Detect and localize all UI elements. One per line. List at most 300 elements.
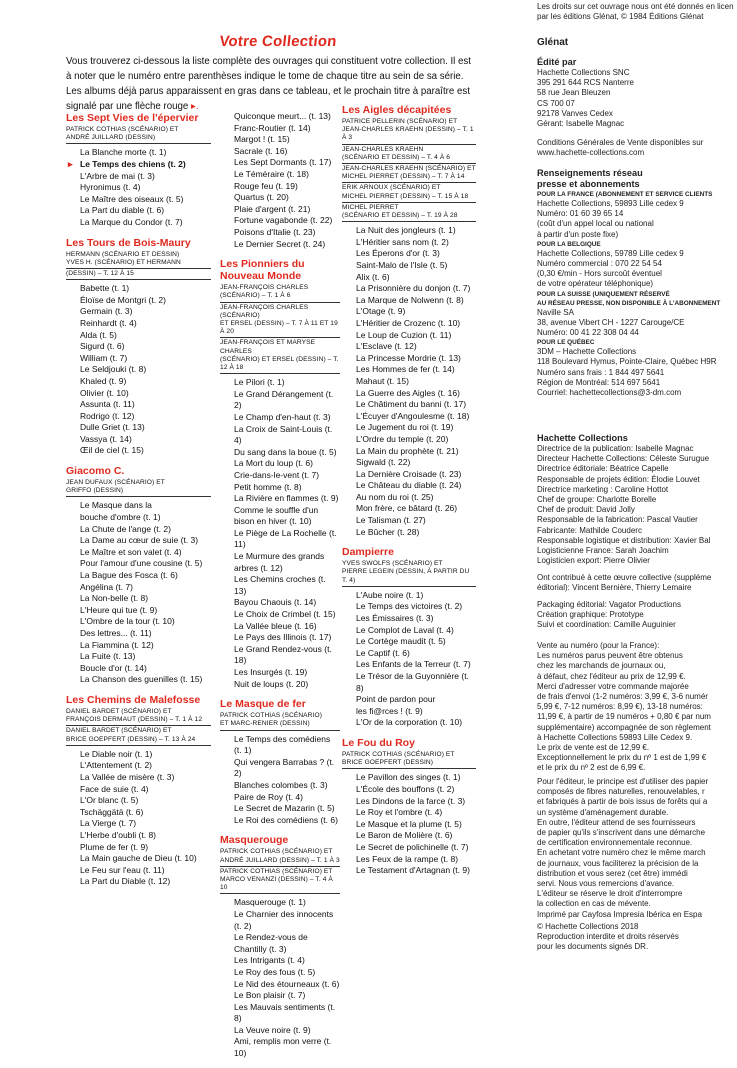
publisher-line: Gérant: Isabelle Magnac [537,119,625,129]
album-item: L'Héritier de Crozenc (t. 10) [356,317,461,328]
series-title: Masquerouge [220,834,289,847]
series-authors [220,712,340,730]
album-item: Au nom du roi (t. 25) [356,491,434,502]
copyright-line: Reproduction interdite et droits réservés [537,932,679,942]
series-section [220,111,340,250]
album-item: Germain (t. 3) [80,306,133,317]
album-item: Les Hommes de fer (t. 14) [356,364,455,375]
album-item: Olivier (t. 10) [80,387,129,398]
sales-line: Exceptionnellement le prix du nº 1 est de 1,99 € [537,753,707,763]
series-title: Le Masque de fer [220,698,306,711]
author-line: MARCO VENANZI (DESSIN) – T. 4 À 10 [220,875,333,892]
album-item: L'Esclave (t. 12) [356,341,417,352]
sales-line: à défaut, chez l'éditeur au prix de 12,99 €. [537,671,686,681]
album-item: Les Enfants de la Terreur (t. 7) [356,659,471,670]
album-item: La Part du Diable (t. 12) [80,876,171,887]
album-item: La Part du diable (t. 6) [80,205,165,216]
sales-line: Vente au numéro (pour la France): [537,641,660,650]
album-item: Le Seldjouki (t. 8) [80,364,147,375]
paper-line: de papier qu'ils s'inscrivent dans une démarche [537,828,706,838]
series-authors [66,126,211,144]
album-item: L'Or de la corporation (t. 10) [356,717,463,728]
album-item: Des lettres... (t. 11) [80,628,152,639]
copyright-line: pour les documents signés DR. [537,942,649,952]
publisher-line: CS 700 07 [537,98,575,108]
album-item: Le Maître des oiseaux (t. 5) [80,193,184,204]
author-line: ANDRÉ JUILLARD (DESSIN) – T. 1 À 3 [220,856,340,864]
series-authors [66,251,211,269]
rights-line: par les éditions Glénat, © 1984 Éditions Glénat [537,12,704,22]
series-authors [342,751,476,769]
hachette-block [537,433,737,566]
series-title: Les Chemins de Malefosse [66,693,201,706]
france-lines [537,199,737,240]
author-line: PATRICE PELLERIN (SCÉNARIO) ET [342,118,458,125]
album-item: La Bague des Fosca (t. 6) [80,570,178,581]
album-item: Reinhardt (t. 4) [80,317,137,328]
series-title: Les Sept Vies de l'épervier [66,112,199,124]
author-line: (SCÉNARIO) – T. 1 À 6 [220,292,291,300]
album-list [80,749,211,888]
album-item: Babette (t. 1) [80,283,130,294]
album-item: Quiconque meurt... (t. 13) [234,111,331,121]
album-item: Petit homme (t. 8) [234,481,302,492]
album-item: Quartus (t. 20) [234,192,289,203]
author-line: MICHEL PIERRET [342,203,399,211]
paper-line: Pour l'éditeur, le principe est d'utiliser des papier [537,777,709,786]
suisse-caption: AU RÉSEAU PRESSE, NON DISPONIBLE À L'ABONNEMENT [537,299,721,307]
album-item: Hyronimus (t. 4) [80,182,141,193]
album-item: Le Loup de Cuzion (t. 11) [356,329,452,340]
series-title: Le Fou du Roy [342,737,415,749]
album-item: Les Mauvais sentiments (t. 8) [234,1001,336,1024]
album-item: Blanches colombes (t. 3) [234,779,328,790]
album-item: La Fuite (t. 13) [80,651,136,662]
paper-line: de certification environnementale reconnue. [537,838,693,848]
album-item: Mahaut (t. 15) [356,375,409,386]
album-item: Éloïse de Montgri (t. 2) [80,294,166,305]
staff-line: Logisticienne France: Sarah Joachim [537,546,669,556]
album-item: Sacrale (t. 16) [234,145,288,156]
packaging-block [537,600,737,631]
copyright-line: © Hachette Collections 2018 [537,922,639,931]
album-item: Le Dernier Secret (t. 24) [234,238,326,249]
album-item: Comme le souffle d'un [234,504,319,515]
album-item: Angélina (t. 7) [80,581,133,592]
album-item: Dulle Griet (t. 13) [80,422,145,433]
album-item: La Fiammina (t. 12) [80,639,154,650]
album-item: Les Émissaires (t. 3) [356,613,434,624]
album-item: Le Grand Dérangement (t. 2) [234,388,334,411]
album-item: L'Heure qui tue (t. 9) [80,604,158,615]
quebec-line: Courriel: hachettecollections@3-dm.com [537,388,682,398]
paper-block [537,777,737,920]
album-list [356,772,476,876]
contrib-line: Ont contribué à cette œuvre collective (suppléme [537,573,712,582]
publisher-line: Hachette Collections SNC [537,68,630,77]
album-item: Plaie d'argent (t. 21) [234,203,311,214]
album-item: Khaled (t. 9) [80,375,127,386]
quebec-line: Numéro sans frais : 1 844 497 5641 [537,367,665,377]
network-heading: Renseignements réseau [537,168,643,178]
publisher-block [537,57,737,129]
album-item: L'Otage (t. 9) [356,306,406,317]
album-item: Plume de fer (t. 9) [80,841,149,852]
publisher-line: 92178 Vanves Cedex [537,108,613,118]
album-item: Le Testament d'Artagnan (t. 9) [356,865,470,876]
packaging-line: Suivi et coordination: Camille Auguinier [537,620,676,630]
sales-line: à Hachette Collections 59893 Lille Cedex 9. [537,732,693,742]
next-album-item: ▸ Le Temps des chiens (t. 2) [80,159,211,171]
album-item: L'Ordre du temple (t. 20) [356,433,449,444]
album-list [234,111,340,250]
album-item: Le Châtiment du banni (t. 17) [356,399,467,410]
album-item: La Veuve noire (t. 9) [234,1024,311,1035]
author-line: YVES H. (SCÉNARIO) ET HERMANN [66,258,181,266]
album-item: Les Dindons de la farce (t. 3) [356,795,466,806]
album-item: Le Secret de Mazarin (t. 5) [234,803,335,814]
album-item: La Vallée de misère (t. 3) [80,771,175,782]
album-item: La Rivière en flammes (t. 9) [234,493,339,504]
album-item: La Prisonnière du donjon (t. 7) [356,283,471,294]
column-2 [220,108,340,1068]
series-authors [342,560,476,587]
sales-line: et le prix du nº 2 est de 6,99 €. [537,763,646,773]
sales-line: Merci d'adresser votre commande majorée [537,681,689,691]
album-item: Point de pardon pour [356,694,436,705]
album-item: La Vierge (t. 7) [80,818,137,829]
staff-line: Directrice marketing : Caroline Hottot [537,484,669,494]
series-section [342,104,476,538]
staff-line: Responsable de projets édition: Élodie Louvet [537,474,700,484]
copyright-block [537,922,737,953]
album-item: Rodrigo (t. 12) [80,410,135,421]
album-item: Les Sept Dormants (t. 17) [234,157,332,168]
album-item: Margot ! (t. 15) [234,134,290,145]
album-item: Les Feux de la rampe (t. 8) [356,853,459,864]
staff-line: Chef de groupe: Charlotte Borelle [537,495,657,505]
author-line: PIERRE LEGEIN (DESSIN, À PARTIR DU T. 4) [342,568,470,584]
album-item: Le Choix de Crimbel (t. 15) [234,609,336,620]
album-item: Du sang dans la boue (t. 5) [234,446,337,457]
album-item: La Dernière Croisade (t. 23) [356,468,462,479]
album-item: L'Attentement (t. 2) [80,760,153,771]
album-item: Boucle d'or (t. 14) [80,662,147,673]
album-list [234,734,340,827]
paper-line: En outre, l'éditeur attend de ses fournisseurs [537,817,696,827]
album-item: Le Captif (t. 6) [356,647,410,658]
album-item: La Guerre des Aigles (t. 16) [356,387,460,398]
sales-line: supplémentaire) accompagnée de son règlement [537,722,711,732]
album-item: L'Or blanc (t. 5) [80,795,139,806]
album-item: Le Roy et l'ombre (t. 4) [356,807,443,818]
album-item: Le Nid des étourneaux (t. 6) [234,978,340,989]
publisher-line: 58 rue Jean Bleuzen [537,88,611,98]
album-item: Le Pilori (t. 1) [234,377,285,388]
series-authors [220,848,340,866]
series-section [342,737,476,877]
album-list [234,897,340,1059]
contrib-block [537,573,737,593]
paper-line: la collection en cas de mévente. [537,899,651,909]
album-item: La Main du prophète (t. 21) [356,445,459,456]
album-item: les fi@rces ! (t. 9) [356,705,423,716]
sales-line: 5,99 €, 7-12 numéros: 8,99 €), 13-18 numéros: [537,702,703,712]
author-line: ERIK ARNOUX (SCÉNARIO) ET [342,184,441,192]
author-line: JEAN-CHARLES KRAEHN [342,145,424,153]
series-authors [342,146,476,164]
paper-line: L'éditeur se réserve le droit d'interrompre [537,889,683,899]
paper-line: de journaux, vous faciliterez la précision de la [537,858,699,868]
cgv-block [537,138,737,158]
intro-text: Vous trouverez ci-dessous la liste complète des ouvrages qui constituent votre collection. Il est à noter que le numéro entre parenthèses indique le tome de chaque titre au sein de sa série. Les albums déjà parus apparaissent en gras dans ce tableau, et le prochain titre à paraître est signalé par une flèche rouge [66,56,471,112]
album-item: Alda (t. 5) [80,329,117,340]
album-item: La Marque de Nolwenn (t. 8) [356,294,464,305]
author-line: ANDRÉ JUILLARD (DESSIN) [66,134,156,142]
contrib-line: éditorial): Vincent Bernière, Thierry Lemaire [537,583,692,593]
album-list [80,283,211,457]
packaging-line: Packaging éditorial: Vagator Productions [537,600,681,609]
sales-block [537,641,737,774]
author-line: (SCÉNARIO) ET ERSEL (DESSIN) – T. 12 À 18 [220,355,339,371]
france-line: (coût d'un appel local ou national [537,219,654,229]
album-item: L'Aube noire (t. 1) [356,589,424,600]
album-item: Le Pays des Illinois (t. 17) [234,632,332,643]
belgique-lines [537,249,737,290]
album-item: Crie-dans-le-vent (t. 7) [234,469,320,480]
album-item: La Vallée bleue (t. 16) [234,620,317,631]
column-3 [342,104,476,885]
suisse-line: Naville SA [537,307,574,317]
sales-line: Les numéros parus peuvent être obtenus [537,651,683,661]
album-item: La Chute de l'ange (t. 2) [80,523,171,534]
album-item: Paire de Roy (t. 4) [234,791,303,802]
album-item: Saint-Malo de l'Isle (t. 5) [356,260,448,271]
author-line: PATRICK COTHIAS (SCÉNARIO) ET [220,848,333,856]
column-1 [66,112,211,896]
album-item: Alix (t. 6) [356,271,390,282]
album-item: Le Château du diable (t. 24) [356,480,462,491]
album-item: Le Roi des comédiens (t. 6) [234,814,338,825]
packaging-line: Création graphique: Prototype [537,610,644,620]
album-item: Le Temps des victoires (t. 2) [356,601,463,612]
album-item: Le Champ d'en-haut (t. 3) [234,411,331,422]
paper-line: distribution et vous serez (cet être) immédi [537,868,688,878]
author-line: MICHEL PIERRET (DESSIN) – T. 15 À 18 [342,192,469,200]
series-title: Dampierre [342,546,394,559]
series-title: Giacomo C. [66,465,125,478]
album-item: Le Pavillon des singes (t. 1) [356,772,461,783]
staff-line: Logisticien export: Pierre Olivier [537,556,650,566]
paper-line: En achetant votre numéro chez le même march [537,848,706,858]
paper-line: composés de fibres naturelles, renouvelables, r [537,787,705,797]
belgique-line: de votre opérateur téléphonique) [537,279,654,289]
belgique-line: Numéro commercial : 070 22 54 54 [537,259,662,269]
france-line: à partir d'un poste fixe) [537,229,619,239]
album-item: Ami, remplis mon verre (t. 10) [234,1036,332,1059]
series-authors [342,184,476,202]
publisher-line: 395 291 644 RCS Nanterre [537,78,634,88]
france-caption: POUR LA FRANCE (ABONNEMENT ET SERVICE CLIENTS [537,191,713,198]
network-block [537,168,737,398]
paper-line: et fabriqués à partir de bois issus de forêts qui a [537,797,708,807]
red-arrow-icon: ▸. [190,101,199,112]
album-item: Le Complot de Laval (t. 4) [356,624,454,635]
author-line: BRICE GOEPFERT (DESSIN) – T. 13 À 24 [66,735,196,743]
series-authors [342,118,476,145]
album-item: Le Feu sur l'eau (t. 11) [80,864,165,875]
album-item: Le Baron de Molière (t. 6) [356,830,453,841]
album-item: Le Masque et la plume (t. 5) [356,818,462,829]
album-item: Le Talisman (t. 27) [356,515,426,526]
album-item: Masquerouge (t. 1) [234,897,306,908]
author-line: ET MARC-RENIER (DESSIN) [220,720,310,728]
publisher-lines [537,68,737,129]
page-title: Votre Collection [218,33,338,50]
series-authors [66,270,211,280]
author-line: JEAN-CHARLES KRAEHN (SCÉNARIO) ET [342,165,476,173]
series-title: Les Pionniers du Nouveau Monde [220,258,305,283]
sales-line: chez les marchands de journaux ou, [537,661,666,671]
series-section [220,698,340,826]
album-item: L'Écuyer d'Angoulesme (t. 18) [356,410,470,421]
album-item: Sigurd (t. 6) [80,341,125,352]
series-authors [342,204,476,222]
album-item: L'Arbre de mai (t. 3) [80,170,155,181]
album-item: Pour l'amour d'une cousine (t. 5) [80,558,203,569]
album-item: Tschäggätä (t. 6) [80,806,144,817]
series-authors [66,479,211,497]
album-item: Le Roy des fous (t. 5) [234,966,316,977]
album-item: Le Grand Rendez-vous (t. 18) [234,643,332,666]
author-line: (DESSIN) – T. 12 À 15 [66,269,134,277]
author-line: PATRICK COTHIAS (SCÉNARIO) ET [342,751,455,758]
album-item: Sigwald (t. 22) [356,457,411,468]
album-item: Mon frère, ce bâtard (t. 26) [356,503,458,514]
album-item: Le Jugement du roi (t. 19) [356,422,454,433]
album-item: La Main gauche de Dieu (t. 10) [80,853,197,864]
author-line: (SCÉNARIO ET DESSIN) – T. 4 À 6 [342,153,451,161]
series-authors [342,165,476,183]
staff-line: Directeur Hachette Collections: Céleste Surugue [537,454,710,464]
author-line: HERMANN (SCÉNARIO ET DESSIN) [66,250,180,258]
sales-line: Le prix de vente est de 12,99 €. [537,743,650,753]
album-item: L'Herbe d'oubli (t. 8) [80,829,157,840]
paper-line: servi. Nous vous remercions d'avance. [537,879,675,889]
album-item: Face de suie (t. 4) [80,783,149,794]
author-line: GRIFFO (DESSIN) [66,487,124,495]
author-line: JEAN-CHARLES KRAEHN (DESSIN) – T. 1 À 3 [342,126,474,142]
album-item: Le Trésor de la Guyonnière (t. 8) [356,671,469,693]
hachette-staff-lines [537,444,737,566]
cgv-line: Conditions Générales de Vente disponibles sur [537,138,704,147]
rights-notice [537,2,737,22]
album-item: La Dame au cœur de suie (t. 3) [80,535,199,546]
series-section [66,694,211,888]
series-section [66,112,211,229]
belgique-line: Hachette Collections, 59789 Lille cedex 9 [537,248,684,258]
series-authors [220,339,340,374]
album-item: Bayou Chaouis (t. 14) [234,597,317,608]
series-authors [66,708,211,726]
album-item: La Croix de Saint-Louis (t. 4) [234,423,333,446]
album-item: La Princesse Mordrie (t. 13) [356,352,461,363]
author-line: JEAN-FRANÇOIS ET MARYSE CHARLES [220,339,316,355]
sales-line: 11,99 €, à partir de 19 numéros + 0,80 € par num [537,712,711,722]
quebec-line: Région de Montréal: 514 697 5641 [537,377,661,387]
quebec-line: 3DM – Hachette Collections [537,347,637,357]
paper-line: un système d'aménagement durable. [537,807,669,817]
album-item: Fortune vagabonde (t. 22) [234,215,333,226]
album-item: Le Rendez-vous de Chantilly (t. 3) [234,932,308,954]
album-item: William (t. 7) [80,352,128,363]
album-item: La Mort du loup (t. 6) [234,458,313,469]
staff-line: Directrice de la publication: Isabelle Magnac [537,444,694,453]
album-item: Qui vengera Barrabas ? (t. 2) [234,756,335,779]
series-section [66,237,211,458]
album-item: arbres (t. 12) [234,562,283,573]
author-line: PATRICK COTHIAS (SCÉNARIO) [220,712,323,720]
author-line: FRANÇOIS DERMAUT (DESSIN) – T. 1 À 12 [66,716,203,724]
album-item: La Non-belle (t. 8) [80,593,149,604]
album-item: La Nuit des jongleurs (t. 1) [356,225,456,236]
album-item: Le Cortège maudit (t. 5) [356,636,446,647]
author-line: DANIEL BARDET (SCÉNARIO) ET [66,707,172,715]
album-item: L'Héritier sans nom (t. 2) [356,236,449,247]
sales-line: de frais d'envoi (1-2 numéros: 3,99 €, 3-6 numér [537,692,708,702]
album-item: Les Chemins croches (t. 13) [234,574,326,596]
author-line: PATRICK COTHIAS (SCÉNARIO) ET [66,126,179,133]
album-item: Le Piège de La Rochelle (t. 11) [234,527,337,550]
album-list [80,147,211,228]
album-item: Nuit de loups (t. 20) [234,678,309,689]
album-item: Poisons d'Italie (t. 23) [234,226,316,237]
album-item: Franc-Routier (t. 14) [234,122,311,133]
album-item: La Blanche morte (t. 1) [80,147,167,158]
author-line: YVES SWOLFS (SCÉNARIO) ET [342,560,443,568]
album-item: Le Masque dans la [80,500,152,511]
author-line: JEAN DUFAUX (SCÉNARIO) ET [66,479,165,487]
series-authors [220,868,340,895]
series-section [220,258,340,690]
belgique-line: (0,30 €/min - Hors surcoût éventuel [537,269,662,279]
album-item: bison en hiver (t. 10) [234,516,312,527]
album-item: L'École des bouffons (t. 2) [356,784,455,794]
album-item: Le Maître et son valet (t. 4) [80,546,182,557]
album-list [234,377,340,690]
album-item: Le Charnier des innocents (t. 2) [234,908,334,931]
series-title: Les Tours de Bois-Maury [66,236,191,249]
series-section [66,465,211,686]
france-line: Numéro: 01 60 39 65 14 [537,209,624,219]
glenat-logo: Glénat [537,37,569,48]
series-authors [220,304,340,339]
author-line: JEAN-FRANÇOIS CHARLES [220,284,309,292]
hachette-heading: Hachette Collections [537,433,628,443]
album-list [80,500,211,686]
author-line: BRICE GOEPFERT (DESSIN) [342,759,434,767]
album-item: Vassya (t. 14) [80,433,132,444]
album-item: Rouge feu (t. 19) [234,180,298,191]
author-line: (SCÉNARIO ET DESSIN) – T. 19 À 28 [342,212,458,220]
album-item: La Chanson des guenilles (t. 15) [80,674,203,685]
album-item: Les Insurgés (t. 19) [234,667,308,677]
staff-line: Chef de produit: David Jolly [537,505,635,515]
album-list [356,225,476,538]
staff-line: Responsable logistique et distribution: Xavier Bal [537,535,711,545]
album-item: Assunta (t. 11) [80,399,135,410]
album-item: Le Téméraire (t. 18) [234,168,309,179]
